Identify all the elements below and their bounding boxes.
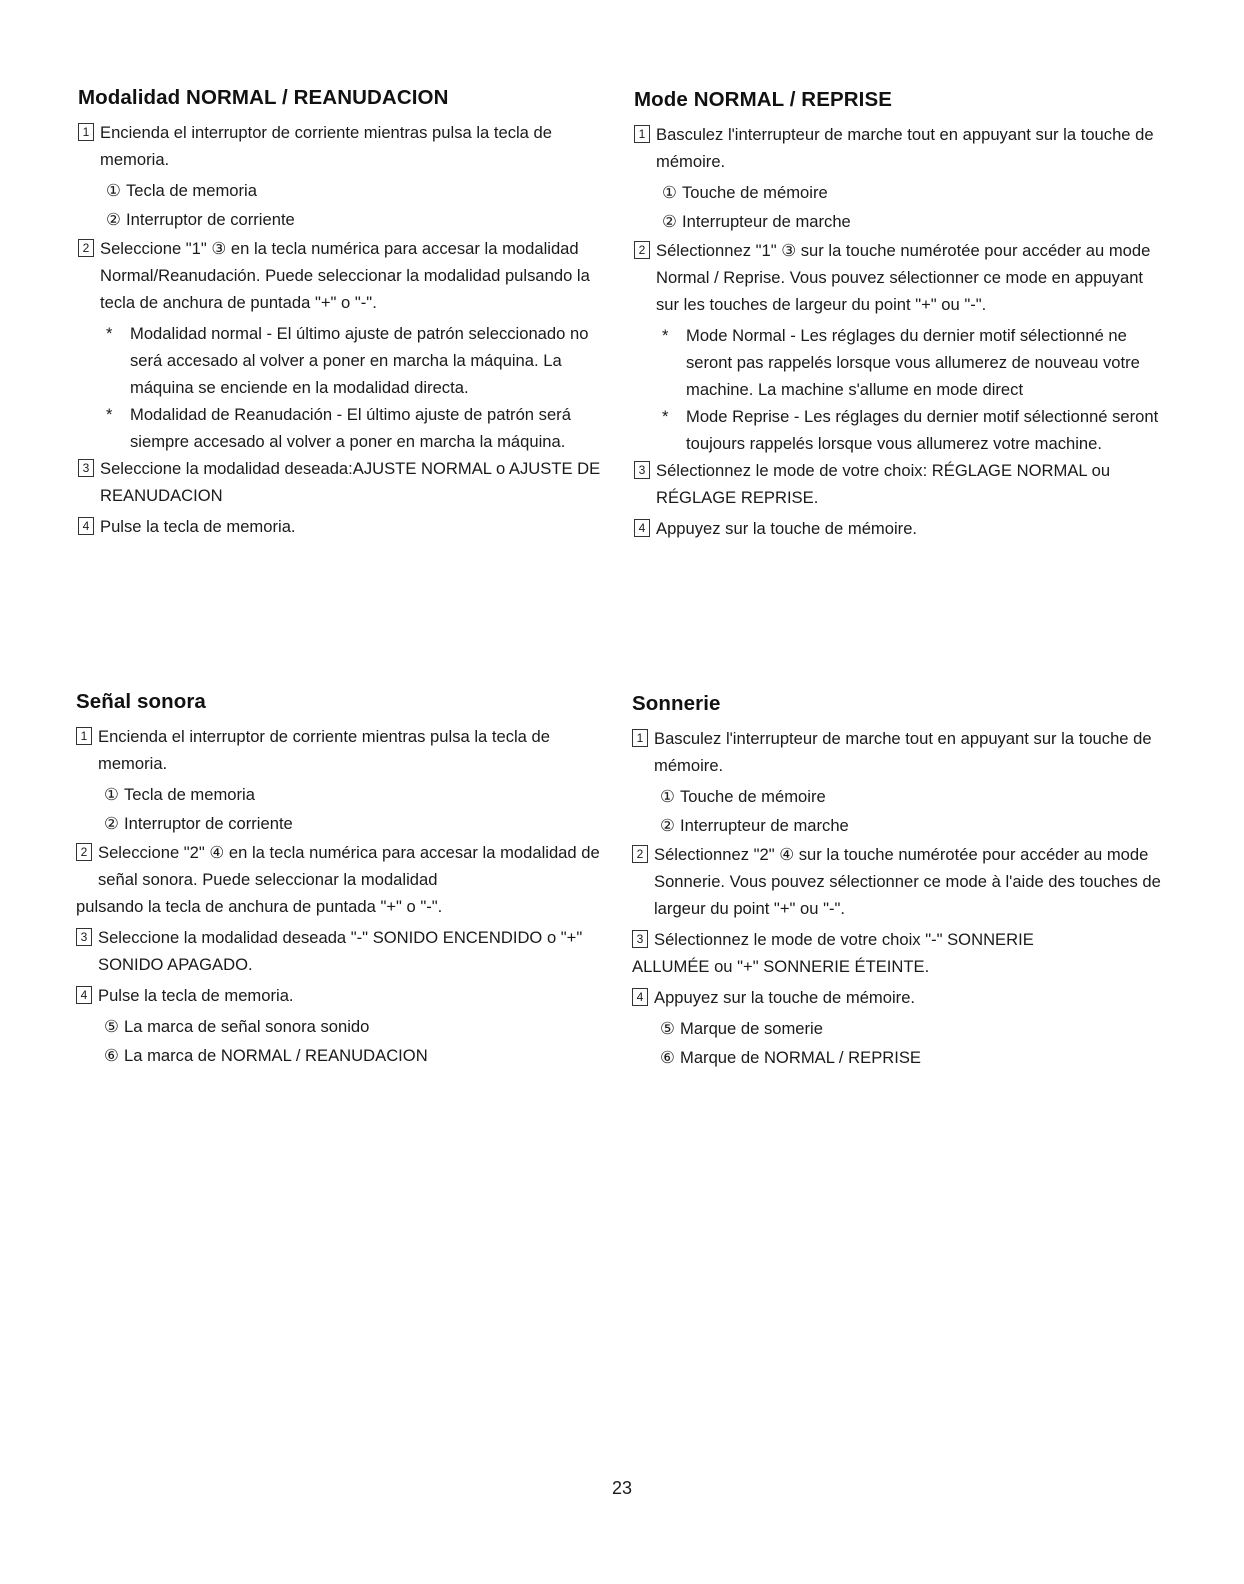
step-number: 4 (634, 519, 650, 537)
step-number: 4 (78, 517, 94, 535)
step-text: Sélectionnez le mode de votre choix: RÉGLAGE NORMAL ou RÉGLAGE REPRISE. (656, 461, 1111, 507)
step-text: Pulse la tecla de memoria. (98, 986, 294, 1005)
step-number: 4 (632, 988, 648, 1006)
step-2 (632, 841, 1162, 922)
step-number: 2 (76, 843, 92, 861)
step-text: Encienda el interruptor de corriente mientras pulsa la tecla de memoria. (100, 123, 552, 169)
step-text: Seleccione "2" ④ en la tecla numérica para accesar la modalidad de señal sonora. Puede seleccionar la modalidad (98, 843, 600, 889)
callout-memory-key: ① Tecla de memoria (104, 785, 255, 804)
step-number: 1 (634, 125, 650, 143)
step-number: 3 (632, 930, 648, 948)
step-text: Seleccione la modalidad deseada:AJUSTE NORMAL o AJUSTE DE REANUDACION (100, 459, 601, 505)
section-buzzer-fr (632, 692, 1162, 1073)
callout-memory-key: ① Touche de mémoire (662, 183, 828, 202)
section-title: Modalidad NORMAL / REANUDACION (78, 86, 449, 109)
step-number: 3 (78, 459, 94, 477)
bullet-normal-mode: * Modalidad normal - El último ajuste de patrón seleccionado no será accesado al volver a poner en marcha la máquina. La máquina se enciende en la modalidad directa. (106, 324, 589, 397)
bullet-resume-mode: * Mode Reprise - Les réglages du dernier motif sélectionné seront toujours rappelés lorsque vous allumerez votre machine. (662, 407, 1159, 453)
step-number: 1 (78, 123, 94, 141)
callout-power-switch: ② Interruptor de corriente (106, 210, 295, 229)
step-4 (634, 515, 1164, 542)
section-buzzer-es (76, 690, 616, 1071)
bullet-normal-mode: * Mode Normal - Les réglages du dernier motif sélectionné ne seront pas rappelés lorsque vous allumerez de nouveau votre machine. La machine s'allume en mode direct (662, 326, 1140, 399)
step-number: 3 (634, 461, 650, 479)
callout-buzzer-mark: ⑤ La marca de señal sonora sonido (104, 1017, 370, 1036)
step-text: Basculez l'interrupteur de marche tout en appuyant sur la touche de mémoire. (654, 729, 1152, 775)
callout-power-switch: ② Interrupteur de marche (660, 816, 849, 835)
section-title: Sonnerie (632, 692, 721, 715)
step-text: Seleccione "1" ③ en la tecla numérica para accesar la modalidad Normal/Reanudación. Puede seleccionar la modalidad pulsando la tecla de anchura de puntada "+" o "-". (100, 239, 590, 312)
step-4 (76, 982, 616, 1009)
step-1 (634, 121, 1164, 175)
step-text-continued: ALLUMÉE ou "+" SONNERIE ÉTEINTE. (632, 957, 930, 976)
callout-power-switch: ② Interrupteur de marche (662, 212, 851, 231)
step-1 (76, 723, 616, 777)
step-3 (634, 457, 1164, 511)
step-1 (78, 119, 618, 173)
step-text: Sélectionnez "2" ④ sur la touche numérotée pour accéder au mode Sonnerie. Vous pouvez sélectionner ce mode à l'aide des touches de largeur du point "+" ou "-". (654, 845, 1161, 918)
step-number: 3 (76, 928, 92, 946)
step-text: Sélectionnez le mode de votre choix "-" SONNERIE (654, 930, 1034, 949)
step-4 (78, 513, 618, 540)
callout-memory-key: ① Tecla de memoria (106, 181, 257, 200)
step-number: 1 (76, 727, 92, 745)
callout-normal-resume-mark: ⑥ La marca de NORMAL / REANUDACION (104, 1046, 428, 1065)
step-text-continued: pulsando la tecla de anchura de puntada "+" o "-". (76, 897, 443, 916)
section-normal-fr (634, 88, 1164, 546)
step-number: 1 (632, 729, 648, 747)
step-2 (634, 237, 1164, 318)
step-text: Sélectionnez "1" ③ sur la touche numérotée pour accéder au mode Normal / Reprise. Vous pouvez sélectionner ce mode en appuyant sur les touches de largeur du point "+" ou "-". (656, 241, 1151, 314)
step-number: 2 (632, 845, 648, 863)
step-2 (76, 839, 616, 920)
step-text: Encienda el interruptor de corriente mientras pulsa la tecla de memoria. (98, 727, 550, 773)
step-1 (632, 725, 1162, 779)
section-title: Mode NORMAL / REPRISE (634, 88, 892, 111)
step-3 (76, 924, 616, 978)
step-text: Appuyez sur la touche de mémoire. (654, 988, 916, 1007)
step-text: Basculez l'interrupteur de marche tout en appuyant sur la touche de mémoire. (656, 125, 1154, 171)
page-number: 23 (611, 1478, 633, 1498)
step-3 (632, 926, 1162, 980)
step-3 (78, 455, 618, 509)
callout-power-switch: ② Interruptor de corriente (104, 814, 293, 833)
section-normal-es (78, 86, 618, 544)
callout-normal-resume-mark: ⑥ Marque de NORMAL / REPRISE (660, 1048, 921, 1067)
step-2 (78, 235, 618, 316)
step-number: 2 (634, 241, 650, 259)
step-text: Seleccione la modalidad deseada "-" SONIDO ENCENDIDO o "+" SONIDO APAGADO. (98, 928, 583, 974)
callout-memory-key: ① Touche de mémoire (660, 787, 826, 806)
step-text: Appuyez sur la touche de mémoire. (656, 519, 918, 538)
section-title: Señal sonora (76, 690, 206, 713)
step-number: 2 (78, 239, 94, 257)
step-text: Pulse la tecla de memoria. (100, 517, 296, 536)
step-number: 4 (76, 986, 92, 1004)
callout-buzzer-mark: ⑤ Marque de somerie (660, 1019, 823, 1038)
bullet-resume-mode: * Modalidad de Reanudación - El último ajuste de patrón será siempre accesado al volver a poner en marcha la máquina. (106, 405, 571, 451)
step-4 (632, 984, 1162, 1011)
